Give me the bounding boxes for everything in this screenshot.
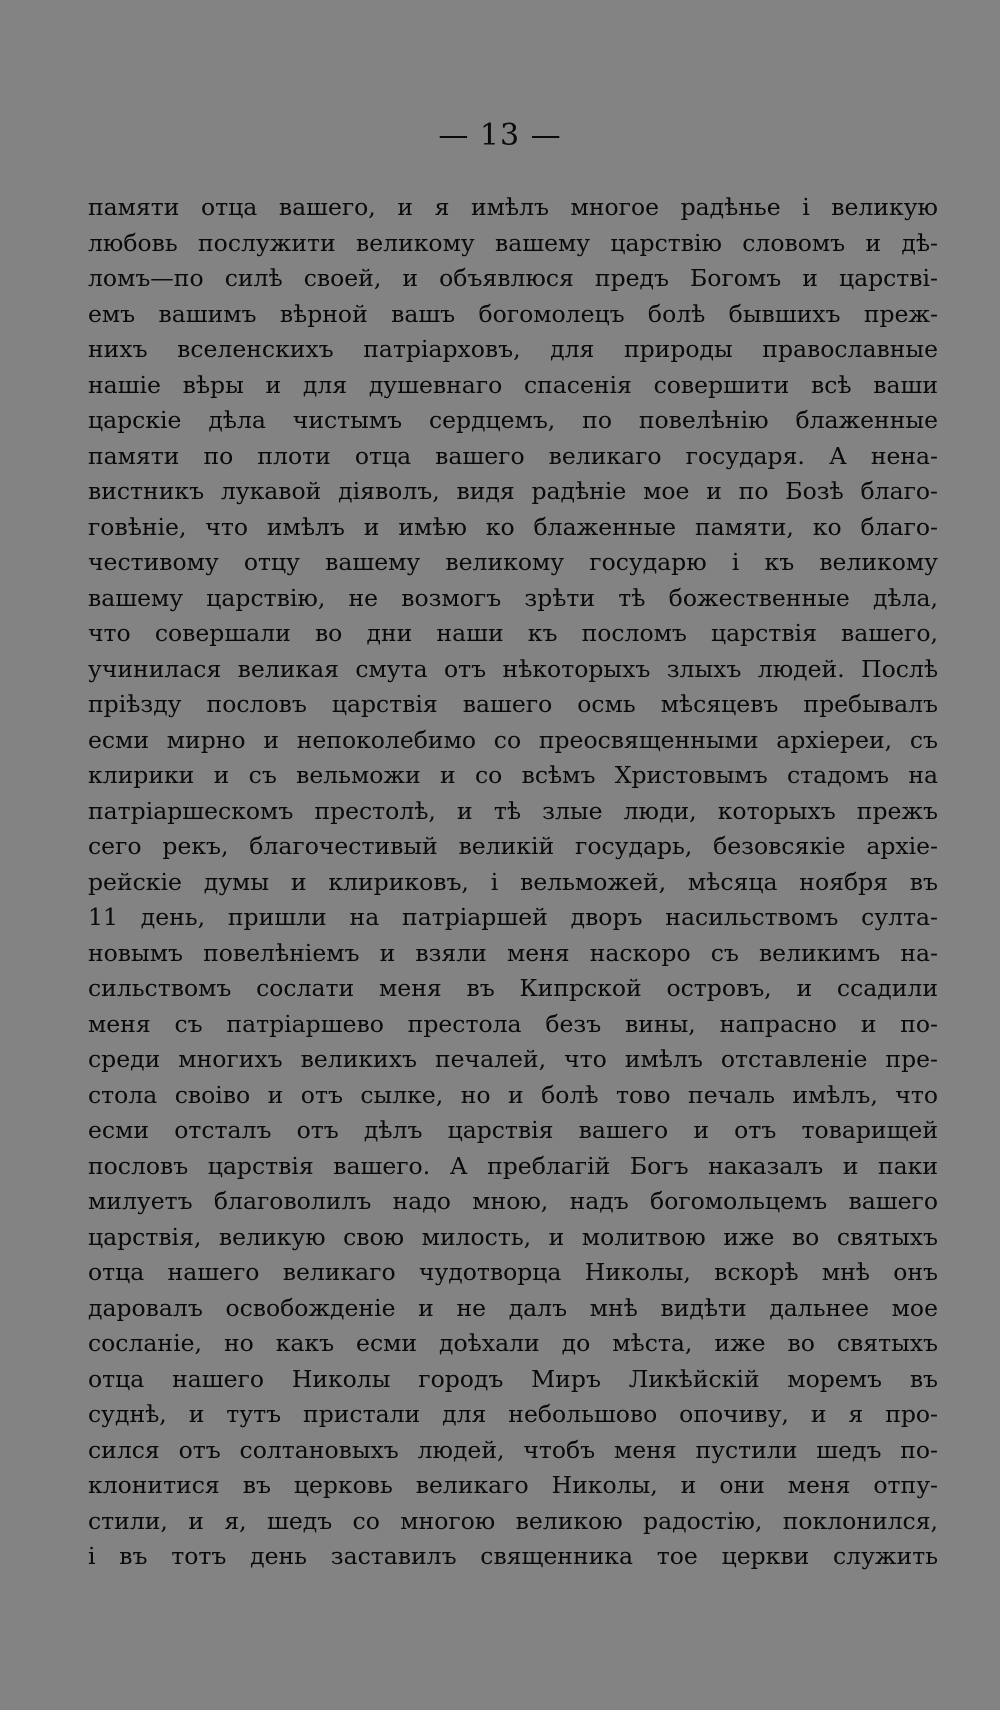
text-line: і въ тотъ день заставилъ священника тое церкви служить [88,1542,938,1570]
text-line: стола своіво и отъ сылке, но и болѣ тово печаль имѣлъ, что [88,1080,938,1109]
text-line: есми мирно и непоколебимо со преосвященными архіереи, съ [88,725,938,754]
text-line: патріаршескомъ престолѣ, и тѣ злые люди, которыхъ прежъ [88,796,938,825]
text-line: сился отъ солтановыхъ людей, чтобъ меня пустили шедъ по- [88,1435,938,1464]
text-line: стили, и я, шедъ со многою великою радостію, поклонился, [88,1506,938,1535]
text-line: пословъ царствія вашего. А преблагій Богъ наказалъ и паки [88,1151,938,1180]
text-line: клирики и съ вельможи и со всѣмъ Христовымъ стадомъ на [88,761,938,789]
text-line: клонитися въ церковь великаго Николы, и они меня отпу- [88,1471,938,1499]
text-line: сильствомъ сослати меня въ Кипрской островъ, и ссадили [88,974,938,1002]
text-line: говѣніе, что имѣлъ и имѣю ко блаженные памяти, ко благо- [88,512,938,541]
text-line: отца нашего Николы городъ Миръ Ликѣйскій моремъ въ [88,1364,938,1393]
text-line: пріѣзду пословъ царствія вашего осмь мѣсяцевъ пребывалъ [88,690,938,718]
text-line: среди многихъ великихъ печалей, что имѣлъ отставленіе пре- [88,1045,938,1073]
text-line: любовь послужити великому вашему царствію словомъ и дѣ- [88,228,938,257]
text-line: рейскіе думы и клириковъ, і вельможей, мѣсяца ноября въ [88,867,938,896]
text-line: милуетъ благоволилъ надо мною, надъ богомольцемъ вашего [88,1187,938,1215]
text-line: честивому отцу вашему великому государю і къ великому [88,548,938,576]
text-line: что совершали во дни наши къ посломъ царствія вашего, [88,619,938,647]
page-number: — 13 — [438,118,562,153]
text-line: памяти отца вашего, и я имѣлъ многое радѣнье і великую [88,193,938,221]
text-line: нашіе вѣры и для душевнаго спасенія совершити всѣ ваши [88,370,938,399]
text-line: отца нашего великаго чудотворца Николы, вскорѣ мнѣ онъ [88,1258,938,1286]
text-line: есми отсталъ отъ дѣлъ царствія вашего и отъ товарищей [88,1116,938,1144]
text-line: памяти по плоти отца вашего великаго государя. А нена- [88,441,938,470]
body-text [88,190,938,1575]
text-line: царствія, великую свою милость, и молитвою иже во святыхъ [88,1222,938,1251]
text-line: сосланіе, но какъ есми доѣхали до мѣста, иже во святыхъ [88,1329,938,1357]
text-line: вашему царствію, не возмогъ зрѣти тѣ божественные дѣла, [88,583,938,612]
text-line: суднѣ, и тутъ пристали для небольшово опочиву, и я про- [88,1400,938,1428]
text-line: сего рекъ, благочестивый великій государь, безовсякіе архіе- [88,832,938,860]
text-line: ломъ—по силѣ своей, и объявлюся предъ Богомъ и царстві- [88,264,938,292]
text-line: нихъ вселенскихъ патріарховъ, для природы православные [88,335,938,363]
text-line: вистникъ лукавой діяволъ, видя радѣніе мое и по Бозѣ благо- [88,477,938,505]
text-line: учинилася великая смута отъ нѣкоторыхъ злыхъ людей. Послѣ [88,654,938,683]
text-line: новымъ повелѣніемъ и взяли меня наскоро съ великимъ на- [88,938,938,967]
text-line: 11 день, пришли на патріаршей дворъ насильствомъ султа- [88,903,938,931]
text-line: емъ вашимъ вѣрной вашъ богомолецъ болѣ бывшихъ преж- [88,299,938,328]
text-line: меня съ патріаршево престола безъ вины, напрасно и по- [88,1009,938,1038]
text-line: даровалъ освобожденіе и не далъ мнѣ видѣти дальнее мое [88,1293,938,1322]
text-line: царскіе дѣла чистымъ сердцемъ, по повелѣнію блаженные [88,406,938,434]
